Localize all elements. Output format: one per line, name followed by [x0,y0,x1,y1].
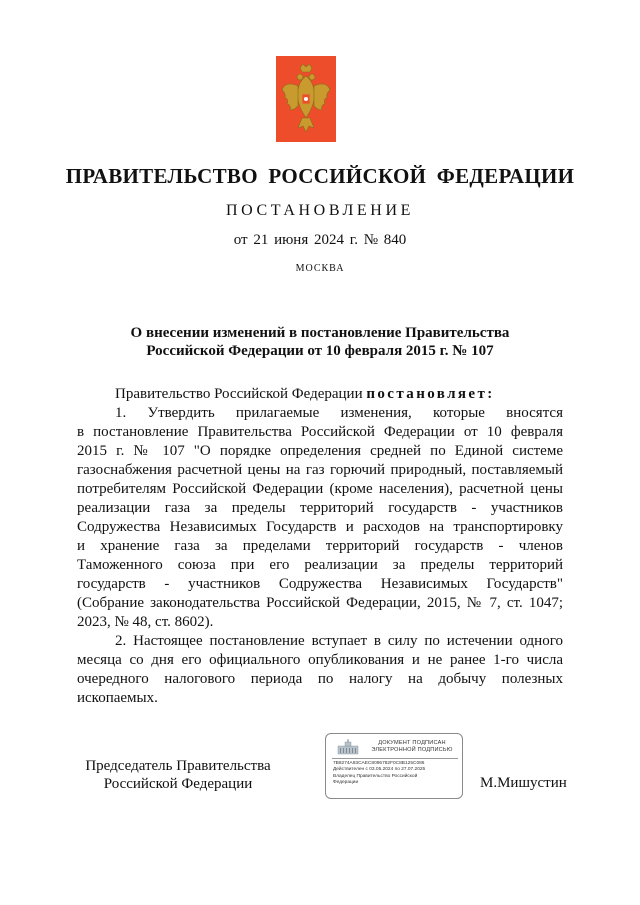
coat-of-arms-emblem [276,56,336,142]
preamble-text: Правительство Российской Федерации [115,386,367,402]
preamble-resolves: постановляет: [366,386,495,402]
signer-position-line: Российской Федерации [103,776,253,792]
paragraph-1-line: и хранение газа за пределами территорий государств - членов [77,538,563,554]
paragraph-1-line: 2015 г. № 107 "О порядке определения средней по Единой системе [77,443,563,459]
electronic-signature-stamp [325,733,463,799]
government-building-icon [336,739,360,755]
document-subject [80,324,560,360]
paragraph-2-line: 2. Настоящее постановление вступает в силу по истечении одного [115,633,563,649]
paragraph-1-line: 1. Утвердить прилагаемые изменения, которые вносятся [115,405,563,421]
signer-position-line: Председатель Правительства [85,758,271,774]
paragraph-1-line: газоснабжения расчетной цены на газ горючий природный, поставляемый [77,462,563,478]
signature-stamp-details [333,761,459,787]
government-title: ПРАВИТЕЛЬСТВО РОССИЙСКОЙ ФЕДЕРАЦИИ [65,164,575,188]
paragraph-1-line: 2023, № 48, ст. 8602). [77,614,214,630]
signature-stamp-heading-line: ЭЛЕКТРОННОЙ ПОДПИСЬЮ [371,747,453,753]
russian-coat-of-arms-icon [276,56,336,142]
certificate-owner: Владелец Правительство Российской [333,773,418,779]
signature-stamp-heading-line: ДОКУМЕНТ ПОДПИСАН [378,740,446,746]
paragraph-1-line: (Собрание законодательства Российской Федерации, 2015, № 7, ст. 1047; [77,595,563,611]
paragraph-1-line: в постановление Правительства Российской Федерации от 10 февраля [77,424,563,440]
subject-line: О внесении изменений в постановление Правительства [130,325,510,341]
document-city: МОСКВА [295,263,345,274]
paragraph-1-line: Таможенного союза при его реализации за пределы территорий [77,557,563,573]
paragraph-2-line: очередного налогового периода по налогу на добычу полезных [77,671,563,687]
paragraph-1-line: потребителям Российской Федерации (кроме населения), расчетной цены [77,481,563,497]
paragraph-2-line: месяца со дня его официального опубликования и не ранее 1-го числа [77,652,563,668]
document-body [77,385,563,708]
document-type: ПОСТАНОВЛЕНИЕ [226,202,414,219]
certificate-validity: Действителен с 03.05.2024 по 27.07.2025 [333,767,426,773]
signer-name: М.Мишустин [480,775,567,791]
signer-position [78,757,278,793]
certificate-number: 7B8274A93CAEC8096782F0C8B125C086 [333,761,425,766]
subject-line: Российской Федерации от 10 февраля 2015 г. № 107 [146,343,494,359]
paragraph-1-line: реализации газа за пределы территорий государств - участников [77,500,563,516]
paragraph-1-line: государств - участников Содружества Независимых Государств" [77,576,563,592]
paragraph-1-line: Содружества Независимых Государств и расходов на транспортировку [77,519,563,535]
document-date-number: от 21 июня 2024 г. № 840 [233,232,407,248]
paragraph-2-line: ископаемых. [77,690,158,706]
divider [332,758,458,759]
certificate-owner: Федерации [333,780,359,786]
signature-stamp-heading [366,740,458,754]
preamble [77,385,563,404]
